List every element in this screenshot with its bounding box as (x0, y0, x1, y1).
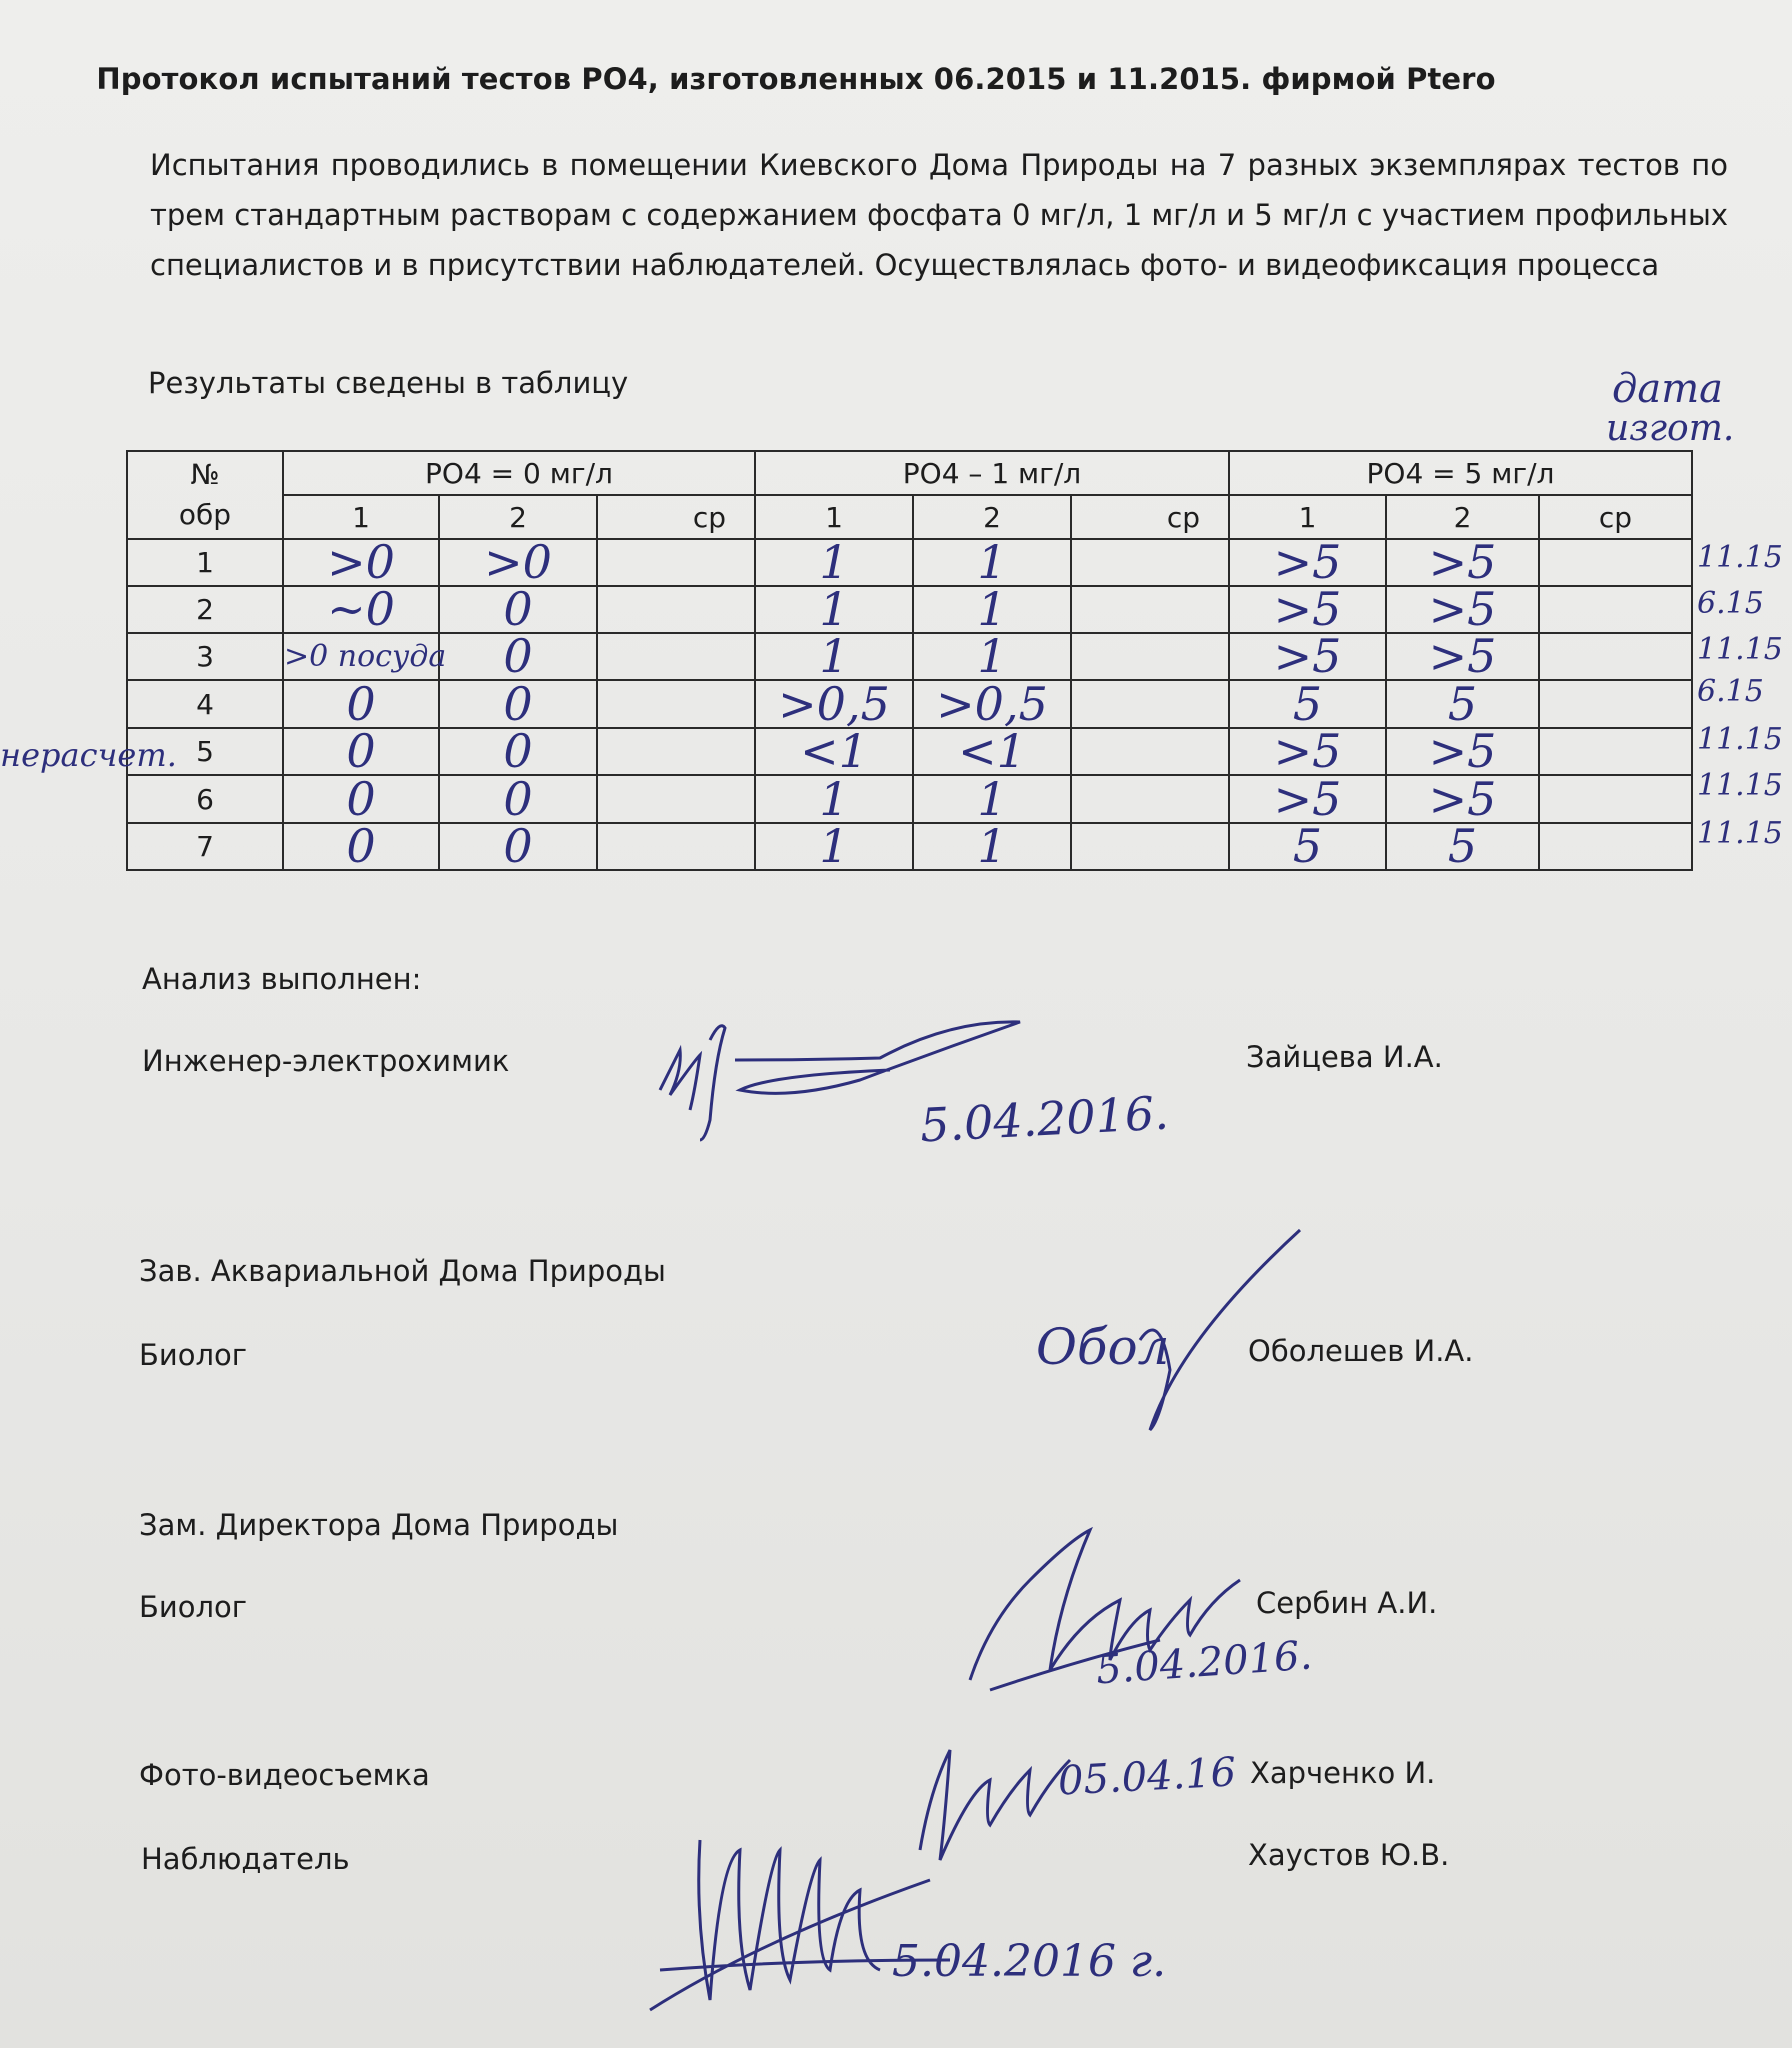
name-kharchenko: Харченко И. (1250, 1756, 1436, 1790)
role-photo-video: Фото-видеосъемка (139, 1758, 430, 1792)
side-note-uncounted: нерасчет. (0, 736, 177, 774)
result-cell (913, 771, 1071, 826)
result-cell (1071, 680, 1229, 728)
result-cell (1539, 823, 1692, 870)
result-cell (913, 535, 1071, 589)
result-value: 0 (346, 771, 376, 826)
result-cell (283, 676, 439, 731)
group-header-0: PO4 = 0 мг/л (283, 451, 755, 495)
result-cell (597, 728, 755, 775)
header-number-cell (127, 451, 283, 539)
result-value: 1 (819, 629, 849, 683)
result-value: 1 (977, 629, 1007, 683)
result-value: 5 (1292, 819, 1323, 873)
result-cell (439, 724, 597, 778)
result-value: >5 (1428, 724, 1497, 778)
sample-number: 3 (196, 640, 214, 673)
result-value: ~0 (327, 582, 395, 636)
sub-header: ср (1539, 495, 1692, 539)
document-title: Протокол испытаний тестов PO4, изготовленных 06.2015 и 11.2015. фирмой Ptero (96, 62, 1496, 96)
result-value: >0,5 (778, 676, 890, 731)
table-row (127, 633, 1692, 680)
results-table (126, 450, 1693, 871)
result-cell (1539, 633, 1692, 680)
result-cell (1071, 823, 1229, 870)
sample-number-cell (127, 633, 283, 680)
sub-header: 1 (755, 495, 913, 539)
manufacture-date: 6.15 (1697, 674, 1764, 709)
hand-date-serbin: 5.04.2016. (1094, 1632, 1314, 1694)
result-cell (755, 629, 913, 683)
result-value: 0 (503, 819, 533, 873)
result-value: <1 (800, 724, 868, 778)
result-value: 1 (819, 582, 849, 636)
sub-header: 1 (1229, 495, 1386, 539)
result-cell (1229, 582, 1386, 636)
table-row (127, 823, 1692, 870)
sub-header: 1 (283, 495, 439, 539)
role-engineer: Инженер-электрохимик (142, 1044, 510, 1078)
result-value: >0 (484, 535, 552, 589)
result-value: 1 (819, 819, 849, 873)
result-value: >5 (1273, 535, 1342, 589)
result-cell (439, 771, 597, 826)
role-deputy-director: Зам. Директора Дома Природы (139, 1508, 619, 1542)
result-value: <1 (958, 724, 1026, 778)
role-biologist-1: Биолог (139, 1338, 247, 1372)
result-value: 1 (977, 582, 1007, 636)
result-cell (597, 680, 755, 728)
manufacture-date: 11.15 (1697, 768, 1783, 803)
result-cell (283, 819, 439, 873)
result-value: 0 (503, 771, 533, 826)
result-cell (1386, 771, 1539, 826)
sample-number-cell (127, 539, 283, 586)
sample-number-cell (127, 680, 283, 728)
role-observer: Наблюдатель (141, 1842, 350, 1876)
header-no: № (190, 458, 220, 491)
result-cell (439, 676, 597, 731)
table-row (127, 775, 1692, 823)
result-cell (755, 676, 913, 731)
table-row (127, 728, 1692, 775)
result-cell (1229, 676, 1386, 731)
table-row (127, 586, 1692, 633)
role-biologist-2: Биолог (139, 1590, 247, 1624)
result-cell (913, 724, 1071, 778)
header-obr: обр (178, 498, 232, 531)
result-value: 0 (346, 819, 376, 873)
result-cell (755, 582, 913, 636)
result-cell (439, 819, 597, 873)
sample-number: 1 (196, 546, 214, 579)
result-cell (283, 535, 439, 589)
manufacture-date: 11.15 (1697, 722, 1783, 757)
table-row (127, 539, 1692, 586)
table-row (127, 680, 1692, 728)
result-cell (597, 775, 755, 823)
result-value: >0,5 (936, 676, 1048, 731)
sample-number-cell (127, 775, 283, 823)
result-cell (1229, 724, 1386, 778)
result-cell (1386, 819, 1539, 873)
sample-number: 4 (196, 687, 214, 721)
result-cell (439, 629, 597, 683)
sub-header: 2 (913, 495, 1071, 539)
result-value: >5 (1428, 535, 1497, 589)
analysis-label: Анализ выполнен: (142, 962, 422, 996)
result-cell (439, 535, 597, 589)
manufacture-date: 11.15 (1697, 816, 1783, 851)
result-value: >5 (1273, 724, 1342, 778)
sample-number: 5 (196, 735, 214, 768)
result-value: >5 (1428, 771, 1497, 826)
signature-oboleshev-text: Обол (1036, 1318, 1170, 1376)
result-cell (913, 629, 1071, 683)
result-cell (1071, 633, 1229, 680)
result-cell (1386, 582, 1539, 636)
sample-number-cell (127, 586, 283, 633)
result-cell (1386, 535, 1539, 589)
hand-date-zaitseva: 5.04.2016. (918, 1085, 1170, 1153)
sample-number-cell (127, 823, 283, 870)
role-aquarium-head: Зав. Аквариальной Дома Природы (139, 1254, 666, 1288)
result-cell (1071, 775, 1229, 823)
result-cell (1539, 586, 1692, 633)
hand-date-khaustov: 5.04.2016 г. (892, 1936, 1167, 1987)
result-value: 5 (1447, 676, 1478, 731)
result-cell (1386, 629, 1539, 683)
result-cell (1229, 819, 1386, 873)
result-cell (755, 819, 913, 873)
result-cell (1071, 586, 1229, 633)
result-cell (755, 724, 913, 778)
result-cell (1539, 680, 1692, 728)
result-value: 5 (1447, 819, 1478, 873)
sub-header: 2 (1386, 495, 1539, 539)
date-header-line2: изгот. (1606, 408, 1735, 449)
result-cell (283, 633, 447, 680)
result-cell (1386, 676, 1539, 731)
result-value: 0 (503, 676, 533, 731)
name-zaitseva: Зайцева И.А. (1246, 1040, 1443, 1074)
result-cell (439, 582, 597, 636)
result-cell (1386, 724, 1539, 778)
sub-header: 2 (439, 495, 597, 539)
result-value: 1 (819, 535, 849, 589)
signature-oboleshev-stroke (1120, 1220, 1320, 1440)
result-value: 0 (503, 724, 533, 778)
intro-paragraph: Испытания проводились в помещении Киевского Дома Природы на 7 разных экземплярах тестов по трем стандартным растворам с содержанием фосфата 0 мг/л, 1 мг/л и 5 мг/л с участием профильных специалистов и в присутствии наблюдателей. Осуществлялась фото- и видеофиксация процесса (150, 148, 1728, 282)
name-serbin: Сербин А.И. (1256, 1586, 1438, 1620)
result-cell (597, 823, 755, 870)
manufacture-date: 11.15 (1697, 632, 1783, 667)
result-cell (755, 771, 913, 826)
result-cell (1539, 539, 1692, 586)
result-cell (913, 819, 1071, 873)
sample-number: 6 (196, 782, 214, 816)
result-cell (1229, 629, 1386, 683)
manufacture-date: 6.15 (1697, 586, 1764, 621)
sub-header: ср (597, 495, 755, 539)
result-cell (1229, 535, 1386, 589)
result-value: >5 (1273, 771, 1342, 826)
sample-number: 2 (196, 593, 214, 626)
result-value: 1 (977, 535, 1007, 589)
result-cell (1539, 775, 1692, 823)
result-cell (597, 539, 755, 586)
result-cell (597, 586, 755, 633)
result-cell (913, 676, 1071, 731)
manufacture-date: 11.15 (1697, 540, 1783, 575)
result-value: 0 (346, 676, 376, 731)
date-header-line1: дата (1612, 366, 1723, 412)
result-value: 1 (977, 819, 1007, 873)
result-value: 0 (503, 629, 533, 683)
result-value: >5 (1428, 629, 1497, 683)
result-cell (1071, 728, 1229, 775)
sample-number: 7 (196, 830, 214, 863)
result-value: 0 (503, 582, 533, 636)
result-value: >5 (1273, 582, 1342, 636)
result-cell (913, 582, 1071, 636)
name-khaustov: Хаустов Ю.В. (1248, 1838, 1450, 1872)
result-value: 0 (346, 724, 376, 778)
result-value: 5 (1292, 676, 1323, 731)
result-cell (1071, 539, 1229, 586)
hand-date-kharchenko: 05.04.16 (1056, 1749, 1238, 1805)
name-oboleshev: Оболешев И.А. (1248, 1334, 1474, 1368)
result-cell (1229, 771, 1386, 826)
result-value: 1 (819, 771, 849, 826)
result-cell (283, 771, 439, 826)
result-value: >5 (1273, 629, 1342, 683)
result-cell (283, 724, 439, 778)
results-label: Результаты сведены в таблицу (148, 366, 629, 400)
sub-header: ср (1071, 495, 1229, 539)
result-value: >0 посуда (284, 638, 447, 674)
result-cell (1539, 728, 1692, 775)
result-value: 1 (977, 771, 1007, 826)
result-value: >0 (327, 535, 395, 589)
result-cell (597, 633, 755, 680)
signature-khaustov (640, 1820, 940, 2020)
group-header-2: PO4 = 5 мг/л (1229, 451, 1692, 495)
result-value: >5 (1428, 582, 1497, 636)
result-cell (283, 582, 439, 636)
group-header-1: PO4 – 1 мг/л (755, 451, 1229, 495)
result-cell (755, 535, 913, 589)
